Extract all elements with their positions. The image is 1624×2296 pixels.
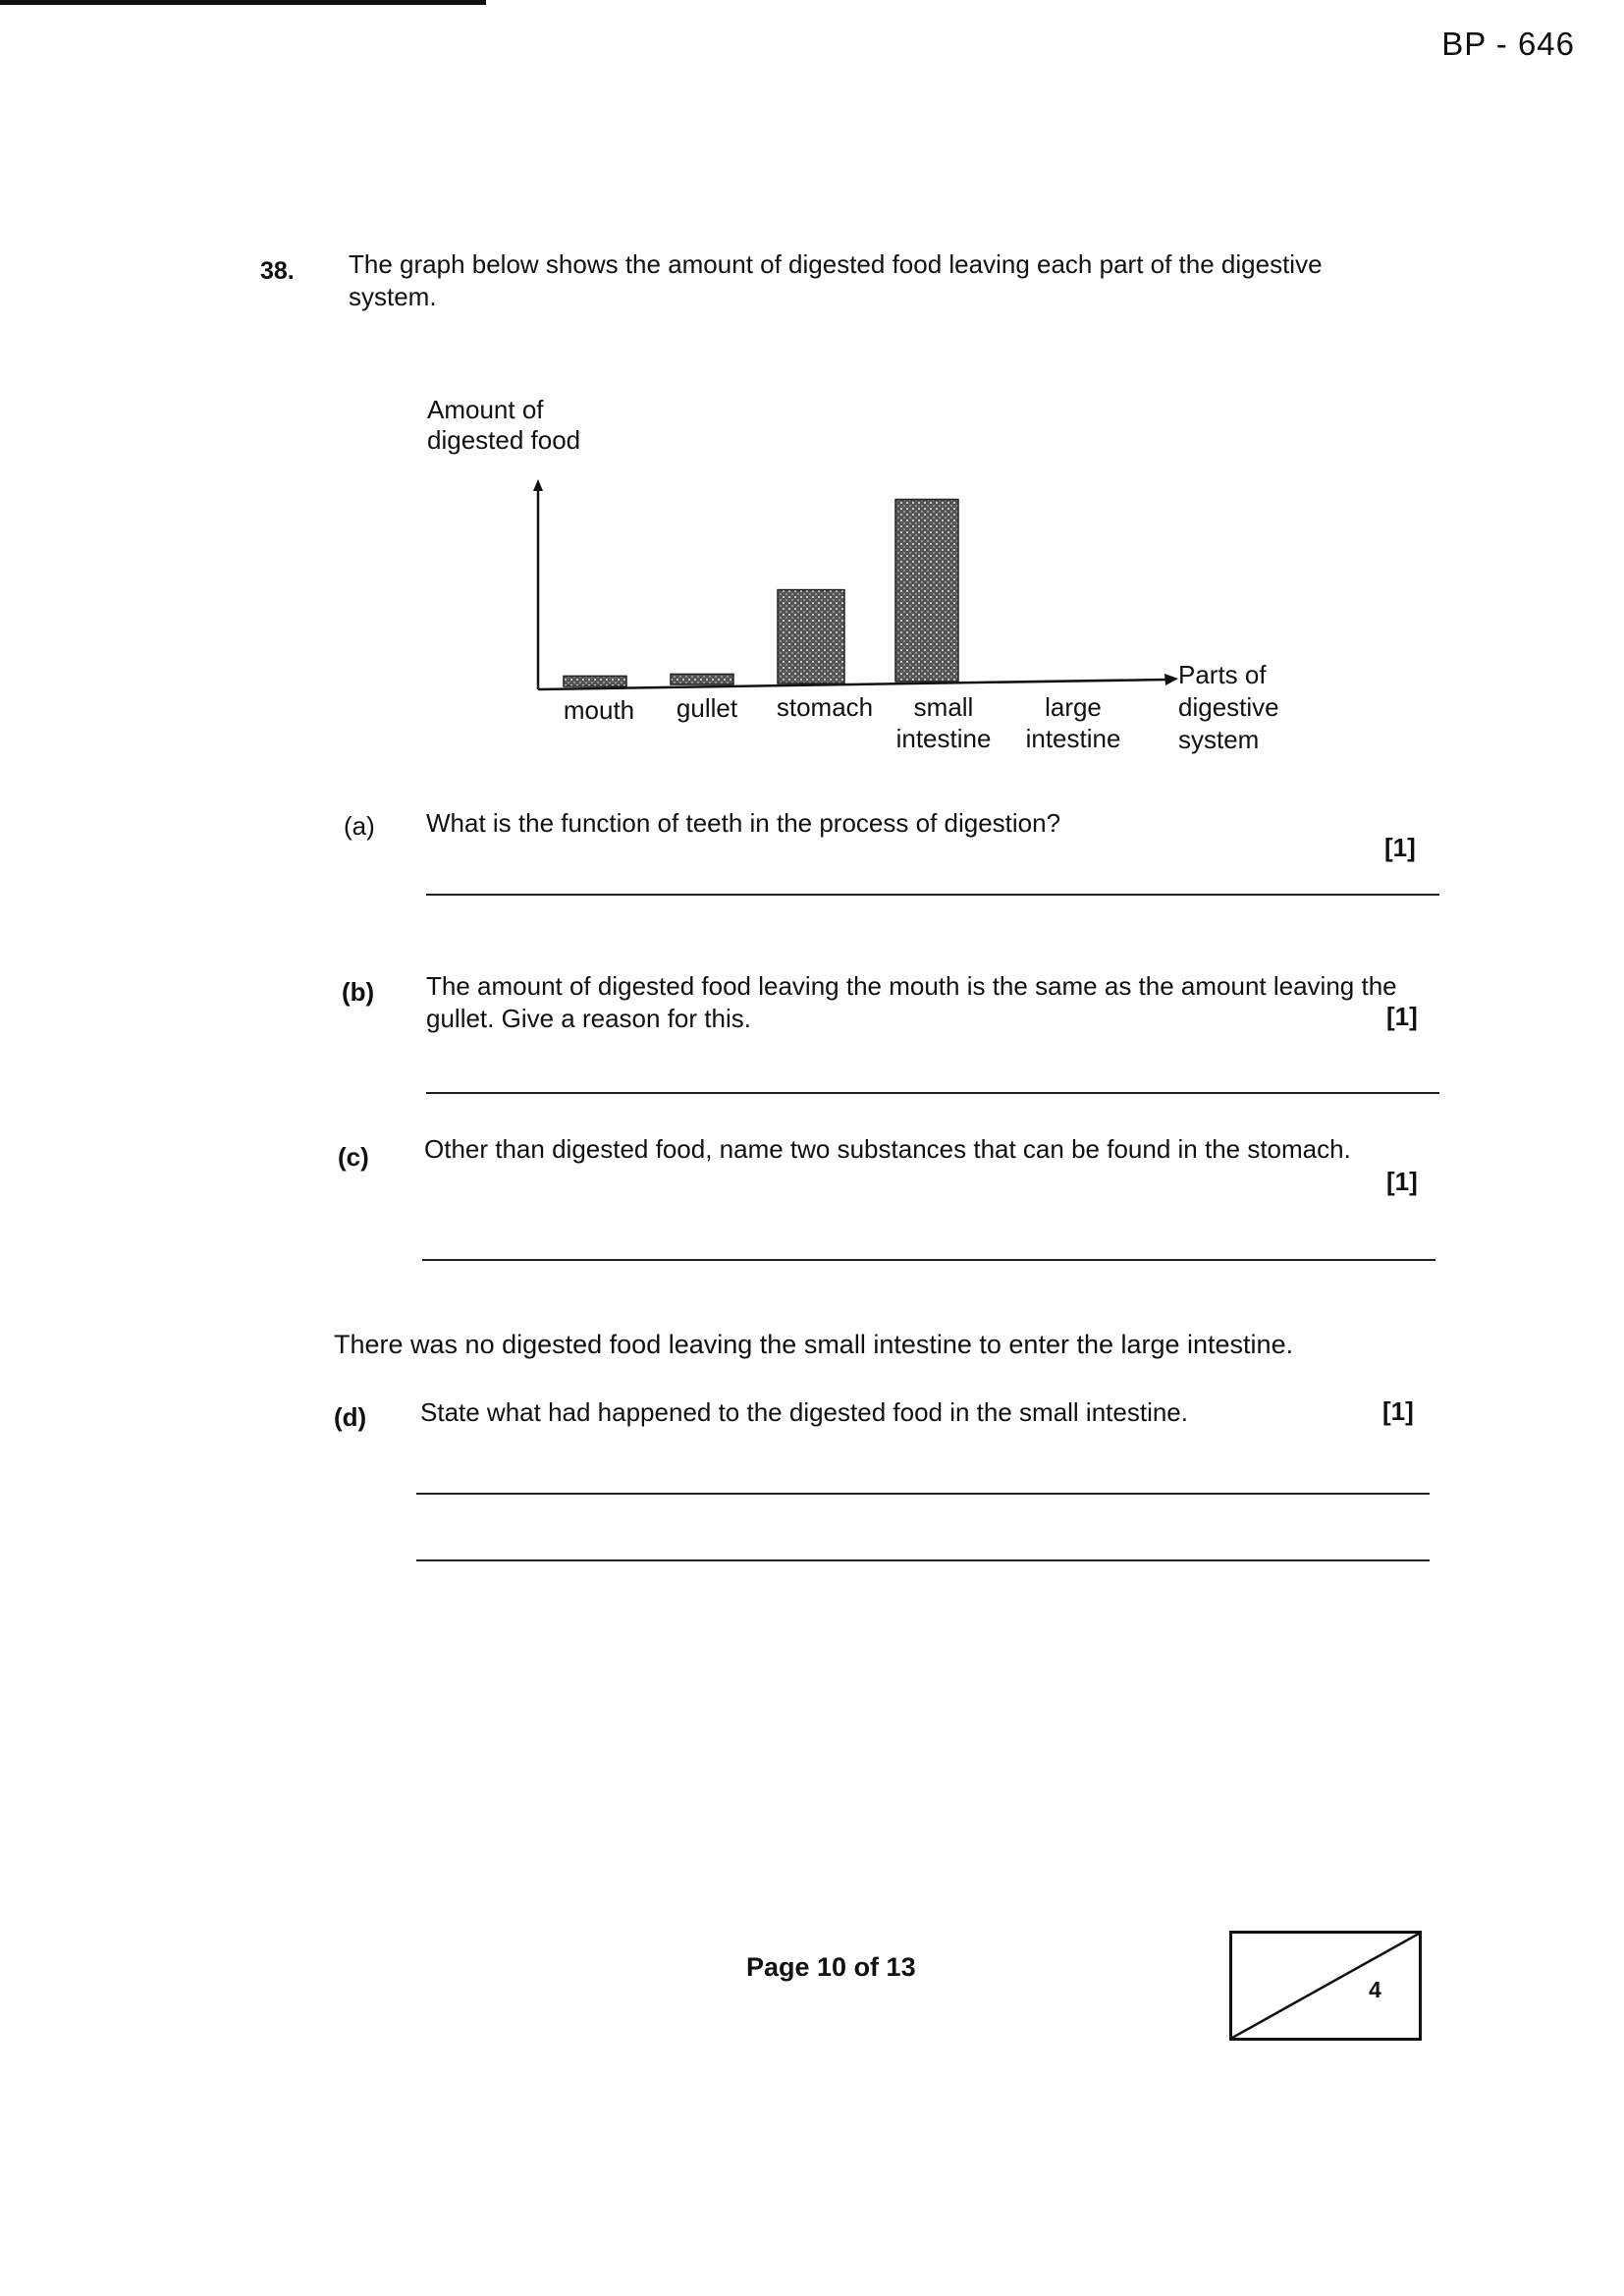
paper-code: BP - 646: [1441, 26, 1575, 62]
x-axis-arrow-icon: [1164, 674, 1178, 685]
bar-chart: [511, 471, 1198, 707]
x-tick-large-intestine: large intestine: [1025, 692, 1121, 753]
part-b-mark: [1]: [1386, 1002, 1418, 1031]
x-axis: [538, 680, 1166, 689]
part-c-mark: [1]: [1386, 1167, 1418, 1196]
part-d-answer-line-2[interactable]: [416, 1559, 1430, 1561]
part-b-text: The amount of digested food leaving the mouth is the same as the amount leaving the gullet. Give a reason for this.: [426, 971, 1397, 1033]
y-axis-label-text: Amount of digested food: [427, 395, 581, 455]
x-tick-small-intestine: small intestine: [895, 692, 992, 753]
chart-y-axis-label: [427, 395, 633, 456]
part-d-label: (d): [334, 1402, 367, 1432]
x-tick-stomach: stomach: [776, 692, 874, 722]
chart-x-axis-label: [1178, 659, 1311, 756]
part-a-label: (a): [344, 811, 375, 841]
part-c-label: (c): [338, 1142, 369, 1172]
bar-gullet: [671, 674, 733, 684]
x-axis-label-text: Parts of digestive system: [1178, 660, 1279, 754]
part-b-answer-line[interactable]: [426, 1092, 1439, 1094]
part-c-text: Other than digested food, name two substances that can be found in the stomach.: [424, 1134, 1351, 1164]
part-a-answer-line[interactable]: [426, 894, 1439, 896]
context-statement: There was no digested food leaving the small intestine to enter the large intestine.: [334, 1330, 1294, 1359]
page-number: Page 10 of 13: [746, 1952, 916, 1982]
bar-stomach: [778, 590, 844, 683]
bar-small-intestine: [895, 500, 958, 683]
part-d-text: State what had happened to the digested food in the small intestine.: [420, 1397, 1188, 1427]
part-d-answer-line-1[interactable]: [416, 1493, 1430, 1495]
question-intro: The graph below shows the amount of digested food leaving each part of the digestive system.: [349, 249, 1323, 311]
score-box-diagonal: [1232, 1934, 1419, 2038]
x-tick-gullet: gullet: [676, 693, 738, 723]
x-tick-mouth: mouth: [563, 695, 635, 725]
part-d-mark: [1]: [1382, 1396, 1414, 1426]
part-a-text: What is the function of teeth in the process of digestion?: [426, 808, 1061, 838]
bar-mouth: [564, 676, 626, 686]
question-number: 38.: [260, 257, 295, 285]
y-axis-arrow-icon: [533, 479, 543, 491]
score-box: [1229, 1931, 1422, 2041]
part-b-label: (b): [342, 977, 375, 1007]
top-border: [0, 0, 486, 5]
part-c-answer-line[interactable]: [422, 1259, 1435, 1261]
part-a-mark: [1]: [1384, 833, 1416, 862]
bars-group: [564, 500, 958, 687]
score-total: 4: [1369, 1977, 1381, 2002]
